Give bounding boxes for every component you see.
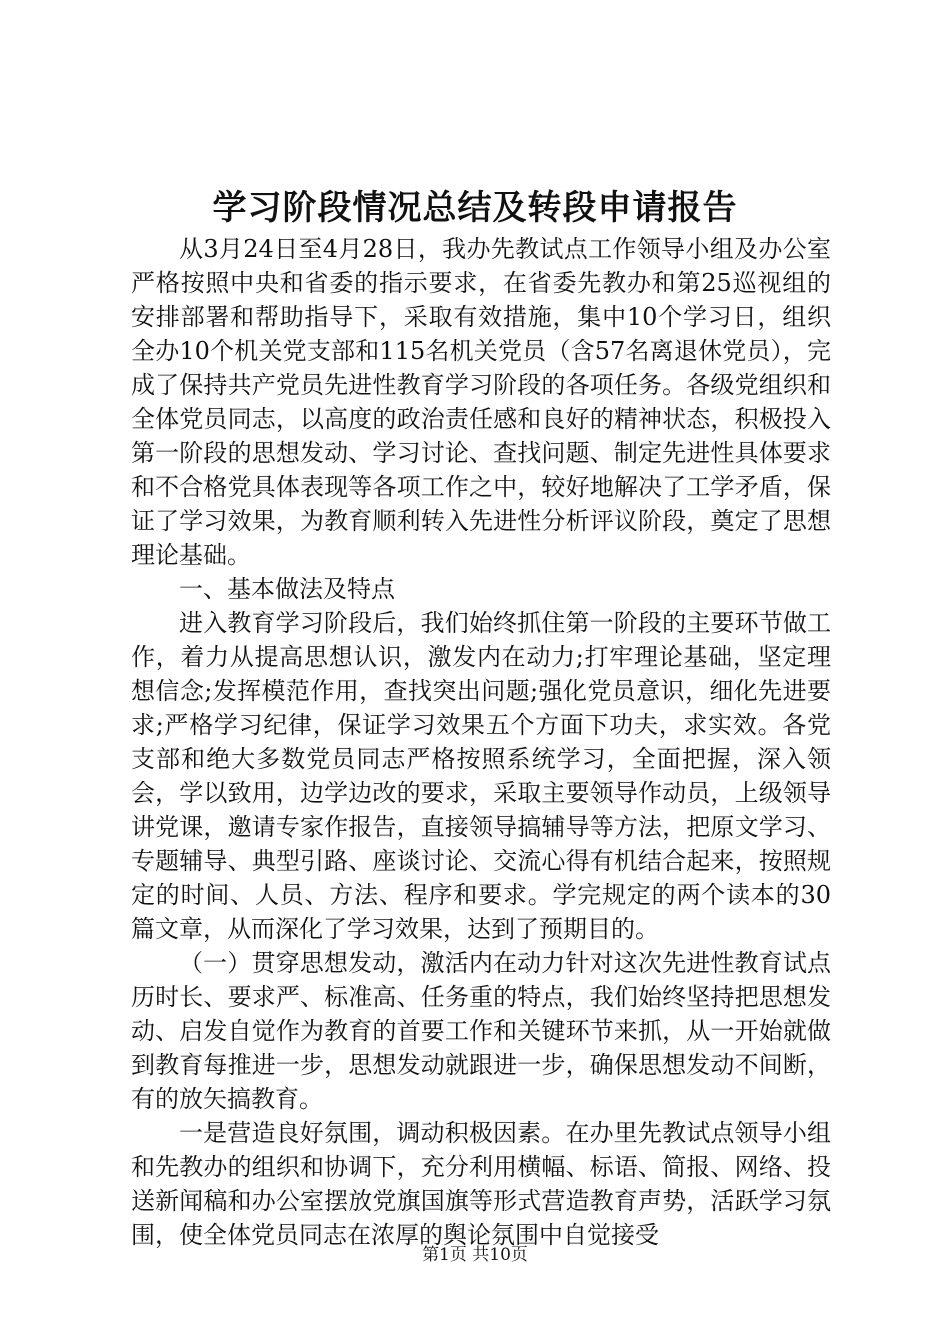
paragraph-intro: 从3月24日至4月28日，我办先教试点工作领导小组及办公室严格按照中央和省委的指示要求，在省委先教办和第25巡视组的安排部署和帮助指导下，采取有效措施，集中10个学习日，组织全办10个机关党支部和115名机关党员（含57名离退休党员），完成了保持共产党员先进性教育学习阶段的各项任务。各级党组织和全体党员同志，以高度的政治责任感和良好的精神状态，积极投入第一阶段的思想发动、学习讨论、查找问题、制定先进性具体要求和不合格党具体表现等各项工作之中，较好地解决了工学矛盾，保证了学习效果，为教育顺利转入先进性分析评议阶段，奠定了思想理论基础。 [131, 235, 831, 569]
paragraph-study-stage: 进入教育学习阶段后，我们始终抓住第一阶段的主要环节做工作，着力从提高思想认识，激发内在动力;打牢理论基础，坚定理想信念;发挥模范作用，查找突出问题;强化党员意识，细化先进要求;严格学习纪律，保证学习效果五个方面下功夫，求实效。各党支部和绝大多数党员同志严格按照系统学习，全面把握，深入领会，学以致用，边学边改的要求，采取主要领导作动员，上级领导讲党课，邀请专家作报告，直接领导搞辅导等方法，把原文学习、专题辅导、典型引路、座谈讨论、交流心得有机结合起来，按照规定的时间、人员、方法、程序和要求。学完规定的两个读本的30篇文章，从而深化了学习效果，达到了预期目的。 [131, 609, 831, 943]
paragraph-atmosphere: 一是营造良好氛围，调动积极因素。在办里先教试点领导小组和先教办的组织和协调下，充分利用横幅、标语、简报、网络、投送新闻稿和办公室摆放党旗国旗等形式营造教育声势，活跃学习氛围，使全体党员同志在浓厚的舆论氛围中自觉接受 [131, 1119, 831, 1249]
page-footer [0, 1243, 950, 1267]
paragraph-subsection-one: （一）贯穿思想发动，激活内在动力针对这次先进性教育试点历时长、要求严、标准高、任务重的特点，我们始终坚持把思想发动、启发自觉作为教育的首要工作和关键环节来抓，从一开始就做到教育每推进一步，思想发动就跟进一步，确保思想发动不间断，有的放矢搞教育。 [131, 949, 831, 1113]
document-body [131, 232, 831, 1252]
section-heading-basic-practices: 一、基本做法及特点 [179, 575, 395, 603]
document-title: 学习阶段情况总结及转段申请报告 [212, 188, 738, 228]
page-indicator: 第1页 共10页 [422, 1245, 528, 1265]
